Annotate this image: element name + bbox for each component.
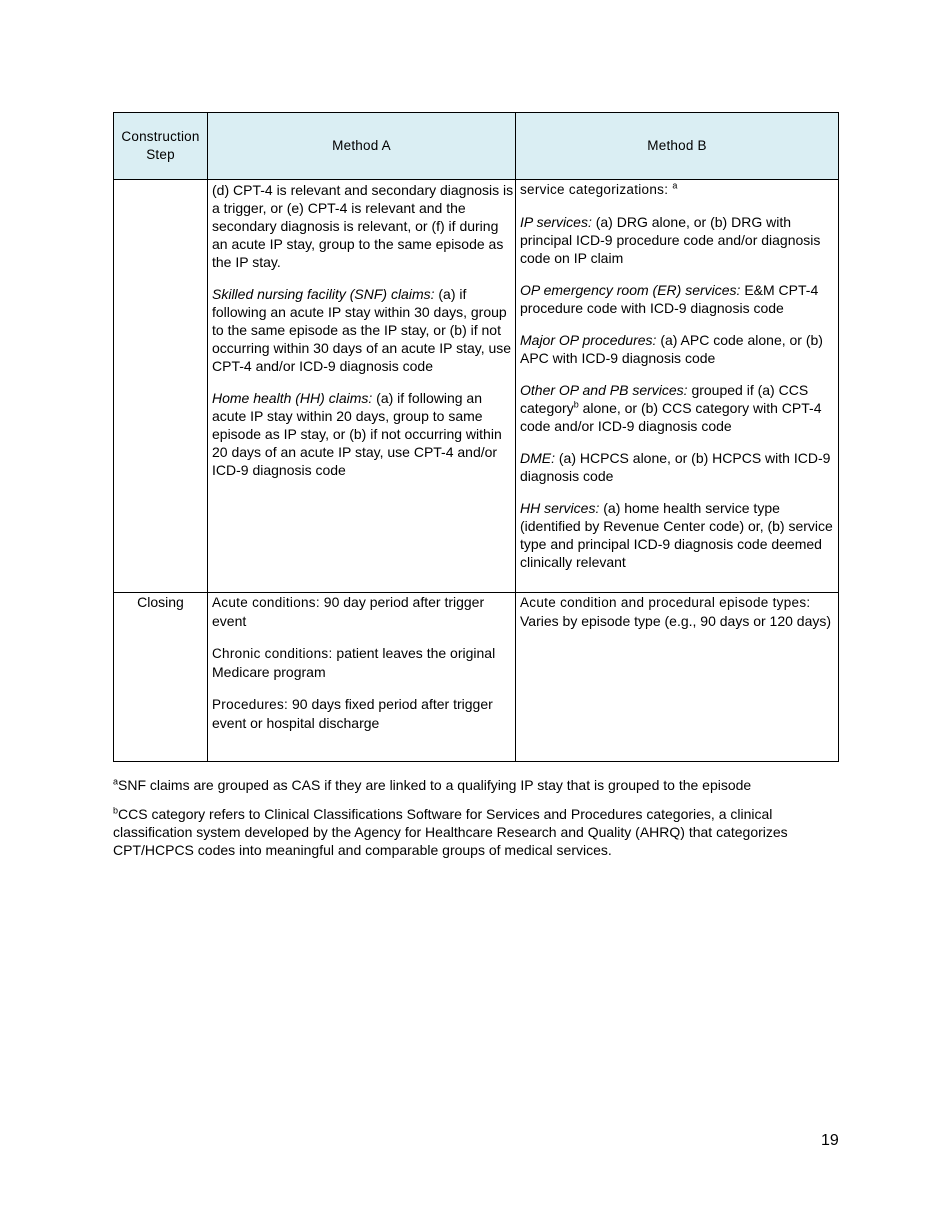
major-op-text: (a) APC code alone, or (b) APC with ICD-9 diagnosis code xyxy=(520,332,823,366)
other-op-paragraph xyxy=(520,381,838,435)
method-a-cell xyxy=(208,180,516,593)
footnote-text: CCS category refers to Clinical Classifications Software for Services and Procedures categories, a clinical classification system developed by the Agency for Healthcare Research and Quality (AHRQ) that categorizes CPT/HCPCS codes into meaningful and comparable groups of medical services. xyxy=(113,806,788,858)
dme-label: DME: xyxy=(520,450,555,466)
closing-method-b-paragraph xyxy=(520,593,834,630)
footnote-marker-a: a xyxy=(672,180,678,191)
hh-claims-paragraph xyxy=(212,389,515,479)
episode-construction-table xyxy=(113,112,839,762)
er-services-label: OP emergency room (ER) services: xyxy=(520,282,741,298)
dme-paragraph xyxy=(520,449,838,485)
closing-method-b-text: Varies by episode type (e.g., 90 days or 120 days) xyxy=(520,613,832,629)
acute-conditions-text: 90 day period after trigger event xyxy=(212,594,485,629)
hh-claims-label: Home health (HH) claims: xyxy=(212,390,373,406)
procedures-label: Procedures: xyxy=(212,697,289,712)
method-b-cell xyxy=(516,180,839,593)
procedures-paragraph xyxy=(212,695,511,732)
chronic-conditions-paragraph xyxy=(212,644,511,681)
footnote-text: SNF claims are grouped as CAS if they are linked to a qualifying IP stay that is grouped to the episode xyxy=(118,777,752,793)
table-row xyxy=(114,593,839,762)
acute-conditions-paragraph xyxy=(212,593,511,630)
snf-claims-label: Skilled nursing facility (SNF) claims: xyxy=(212,286,435,302)
footnote-marker: a xyxy=(113,776,119,787)
page-number: 19 xyxy=(821,1132,839,1149)
dme-text: (a) HCPCS alone, or (b) HCPCS with ICD-9 diagnosis code xyxy=(520,450,831,484)
er-services-text: E&M CPT-4 procedure code with ICD-9 diagnosis code xyxy=(520,282,819,316)
header-method-b: Method B xyxy=(516,113,839,180)
footnote-marker-b: b xyxy=(573,399,579,410)
footnote-b xyxy=(113,805,813,859)
ip-services-paragraph xyxy=(520,213,838,267)
method-a-closing-cell xyxy=(208,593,516,762)
ip-services-label: IP services: xyxy=(520,214,592,230)
chronic-conditions-label: Chronic conditions: xyxy=(212,646,333,661)
footnote-a xyxy=(113,776,813,794)
other-op-label: Other OP and PB services: xyxy=(520,382,688,398)
step-cell-closing: Closing xyxy=(114,593,208,762)
snf-claims-paragraph xyxy=(212,285,515,375)
ip-services-text: (a) DRG alone, or (b) DRG with principal ICD-9 procedure code and/or diagnosis code on IP claim xyxy=(520,214,821,266)
major-op-label: Major OP procedures: xyxy=(520,332,657,348)
intro-text: service categorizations: xyxy=(520,182,673,197)
closing-method-b-label: Acute condition and procedural episode types: xyxy=(520,595,811,610)
chronic-conditions-text: patient leaves the original Medicare program xyxy=(212,645,496,680)
table-header-row xyxy=(114,113,839,180)
hh-services-text: (a) home health service type (identified by Revenue Center code) or, (b) service type and principal ICD-9 diagnosis code deemed clinically relevant xyxy=(520,500,833,570)
header-construction-step: Construction Step xyxy=(114,113,208,180)
step-cell xyxy=(114,180,208,593)
footnote-marker: b xyxy=(113,805,119,816)
method-a-paragraph: (d) CPT-4 is relevant and secondary diagnosis is a trigger, or (e) CPT-4 is relevant and the secondary diagnosis is relevant, or (f) if during an acute IP stay, group to the same episode as the IP stay. xyxy=(212,182,514,270)
footnotes xyxy=(113,776,813,870)
major-op-paragraph xyxy=(520,331,838,367)
service-categorizations-intro xyxy=(520,180,838,199)
er-services-paragraph xyxy=(520,281,838,317)
acute-conditions-label: Acute conditions: xyxy=(212,595,320,610)
hh-services-paragraph xyxy=(520,499,838,571)
header-method-a: Method A xyxy=(208,113,516,180)
other-op-text-1: grouped if (a) CCS category xyxy=(520,382,809,416)
table-row xyxy=(114,180,839,593)
snf-claims-text: (a) if following an acute IP stay within 30 days, group to the same episode as the IP stay, or (b) if not occurring within 30 days of an acute IP stay, use CPT-4 and/or ICD-9 diagnosis code xyxy=(212,286,512,374)
procedures-text: 90 days fixed period after trigger event or hospital discharge xyxy=(212,696,493,731)
hh-claims-text: (a) if following an acute IP stay within 20 days, group to same episode as IP stay, or (b) if not occurring within 20 days of an acute IP stay, use CPT-4 and/or ICD-9 diagnosis code xyxy=(212,390,502,478)
other-op-text-2: alone, or (b) CCS category with CPT-4 code and/or ICD-9 diagnosis code xyxy=(520,400,822,434)
hh-services-label: HH services: xyxy=(520,500,600,516)
method-b-closing-cell xyxy=(516,593,839,762)
